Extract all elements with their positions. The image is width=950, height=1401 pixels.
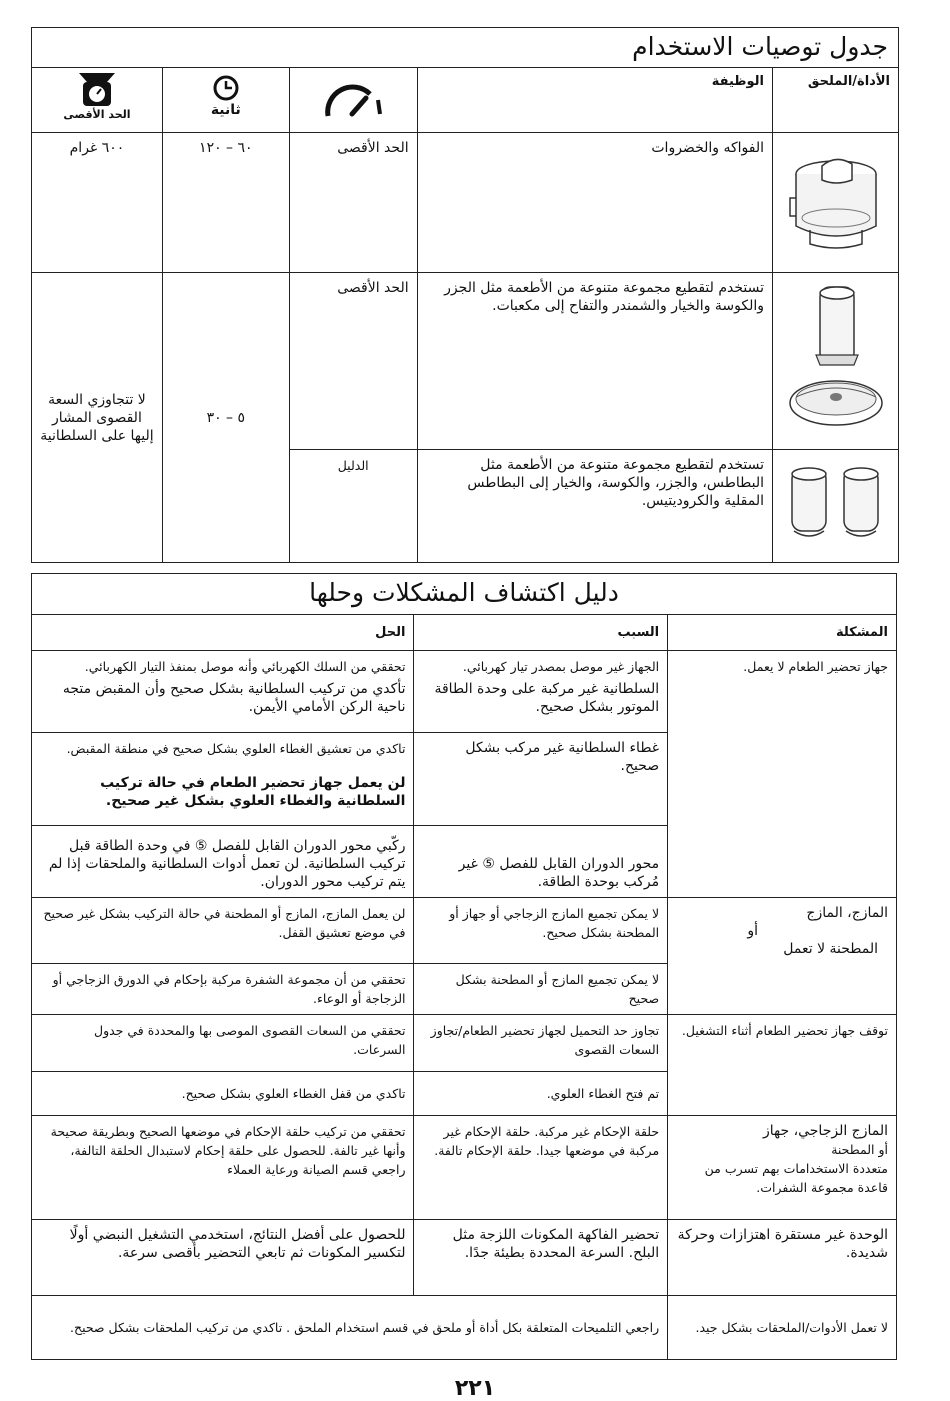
cause-7: تم فتح الغطاء العلوي. (414, 1072, 668, 1116)
usage-row-3-speed: الدليل (289, 450, 417, 563)
problem-6: لا تعمل الأدوات/الملحقات بشكل جيد. (668, 1296, 897, 1360)
usage-recommendations-table (31, 27, 899, 563)
solution-2 (32, 733, 414, 826)
problem-4b: أو المطحنة (831, 1142, 888, 1157)
tool-header: الأداة/الملحق (773, 68, 899, 133)
usage-table-title: جدول توصيات الاستخدام (32, 28, 899, 68)
usage-row-2-max: لا تتجاوزي السعة القصوى المشار إليها على السلطانية (32, 273, 163, 563)
cause-1a: الجهاز غير موصل بمصدر تيار كهربائي. (462, 659, 660, 674)
solution-7: تاكدي من قفل الغطاء العلوي بشكل صحيح. (32, 1072, 414, 1116)
usage-row-2-function: تستخدم لتقطيع مجموعة متنوعة من الأطعمة مثل الجزر والكوسة والخيار والشمندر والتفاح إلى مكعبات. (417, 273, 772, 450)
cause-4: لا يمكن تجميع المازج الزجاجي أو جهاز أو المطحنة بشكل صحيح. (414, 898, 668, 964)
problem-1: جهاز تحضير الطعام لا يعمل. (668, 651, 897, 898)
solution-8: تحققي من تركيب حلقة الإحكام في موضعها الصحيح وبطريقة صحيحة وأنها غير تالفة. للحصول على حلقة إحكام لاستبدال الحلقة التالفة، راجعي قسم الصيانة ورعاية العملاء (32, 1116, 414, 1220)
usage-row-1-max: ٦٠٠ غرام (32, 133, 163, 273)
cause-2: غطاء السلطانية غير مركب بشكل صحيح. (414, 733, 668, 826)
food-bowl-image (773, 133, 899, 273)
speed-gauge-icon (322, 82, 384, 118)
clock-icon (212, 74, 240, 102)
function-header: الوظيفة (417, 68, 772, 133)
usage-row-1-speed: الحد الأقصى (289, 133, 417, 273)
page-number: ٢٢١ (454, 1376, 496, 1401)
usage-row-2-time: ٥ – ٣٠ (162, 273, 289, 563)
troubleshooting-table (31, 573, 897, 1360)
problem-3: توقف جهاز تحضير الطعام أثناء التشغيل. (668, 1015, 897, 1116)
cause-header: السبب (414, 615, 668, 651)
weighing-scale-icon (74, 70, 120, 108)
solution-10: راجعي التلميحات المتعلقة بكل أداة أو ملحق في قسم استخدام الملحق . تاكدي من تركيب الملحقات بشكل صحيح. (32, 1296, 668, 1360)
solution-header: الحل (32, 615, 414, 651)
cause-3: محور الدوران القابل للفصل ⑤ غير مُركب بوحدة الطاقة. (414, 826, 668, 898)
solution-6: تحققي من السعات القصوى الموصى بها والمحددة في جدول السرعات. (32, 1015, 414, 1072)
usage-row-3-function: تستخدم لتقطيع مجموعة متنوعة من الأطعمة مثل البطاطس، والجزر، والكوسة، والخيار إلى البطاطس المقلية والكروديتيس. (417, 450, 772, 563)
cause-6: تجاوز حد التحميل لجهاز تحضير الطعام/تجاوز السعات القصوى (414, 1015, 668, 1072)
solution-2b: لن يعمل جهاز تحضير الطعام في حالة تركيب السلطانية والغطاء العلوي بشكل غير صحيح. (100, 775, 406, 809)
problem-2b: أو (747, 923, 758, 939)
time-header-label: ثانية (210, 102, 241, 118)
dicing-kit-icon (786, 279, 886, 439)
cause-9: تحضير الفاكهة المكونات اللزجة مثل البلح. السرعة المحددة بطيئة جدًا. (414, 1220, 668, 1296)
solution-4: لن يعمل المازج، المازج أو المطحنة في حالة التركيب بشكل غير صحيح في موضع تعشيق القفل. (32, 898, 414, 964)
solution-9: للحصول على أفضل النتائج، استخدمي التشغيل النبضي أولًا لتكسير المكونات ثم تابعي التحضير بأقصى سرعة. (32, 1220, 414, 1296)
processor-bowl-icon (786, 146, 886, 256)
solution-5: تحققي من أن مجموعة الشفرة مركبة بإحكام في الدورق الزجاجي أو الزجاجة أو الوعاء. (32, 964, 414, 1015)
max-header (32, 68, 163, 133)
cause-5: لا يمكن تجميع المازج أو المطحنة بشكل صحيح (414, 964, 668, 1015)
problem-4c: متعددة الاستخدامات بهم تسرب من قاعدة مجموعة الشفرات. (704, 1161, 888, 1195)
problem-4 (668, 1116, 897, 1220)
problem-5: الوحدة غير مستقرة اهتزازات وحركة شديدة. (668, 1220, 897, 1296)
speed-header (289, 68, 417, 133)
time-header (162, 68, 289, 133)
solution-3: ركّبي محور الدوران القابل للفصل ⑤ في وحدة الطاقة قبل تركيب السلطانية. لن تعمل أدوات السلطانية والملحقات إذا لم يتم تركيب محور الدوران. (32, 826, 414, 898)
usage-row-1-time: ٦٠ – ١٢٠ (162, 133, 289, 273)
problem-2c: المطحنة لا تعمل (783, 941, 878, 957)
problem-header: المشكلة (668, 615, 897, 651)
french-fry-pushers-icon (782, 461, 890, 547)
french-fry-disc-image (773, 450, 899, 563)
troubleshooting-title: دليل اكتشاف المشكلات وحلها (32, 574, 897, 615)
cause-8: حلقة الإحكام غير مركبة. حلقة الإحكام غير مركبة في موضعها جيدا. حلقة الإحكام تالفة. (414, 1116, 668, 1220)
cause-1 (414, 651, 668, 733)
cause-1b: السلطانية غير مركبة على وحدة الطاقة الموتور بشكل صحيح. (434, 681, 660, 715)
solution-1b: تأكدي من تركيب السلطانية بشكل صحيح وأن المقبض متجه ناحية الركن الأمامي الأيمن. (62, 681, 406, 715)
solution-2a: تاكدي من تعشيق الغطاء العلوي بشكل صحيح في منطقة المقبض. (66, 741, 406, 756)
problem-2a: المازج، المازج (806, 905, 888, 921)
solution-1a: تحققي من السلك الكهربائي وأنه موصل بمنفذ التيار الكهربائي. (84, 659, 406, 674)
problem-2 (668, 898, 897, 1015)
solution-1 (32, 651, 414, 733)
dicing-kit-image (773, 273, 899, 450)
usage-row-2-speed: الحد الأقصى (289, 273, 417, 450)
problem-4a: المازج الزجاجي، جهاز (763, 1123, 888, 1139)
max-header-label: الحد الأقصى (63, 108, 131, 121)
usage-row-1-function: الفواكه والخضروات (417, 133, 772, 273)
